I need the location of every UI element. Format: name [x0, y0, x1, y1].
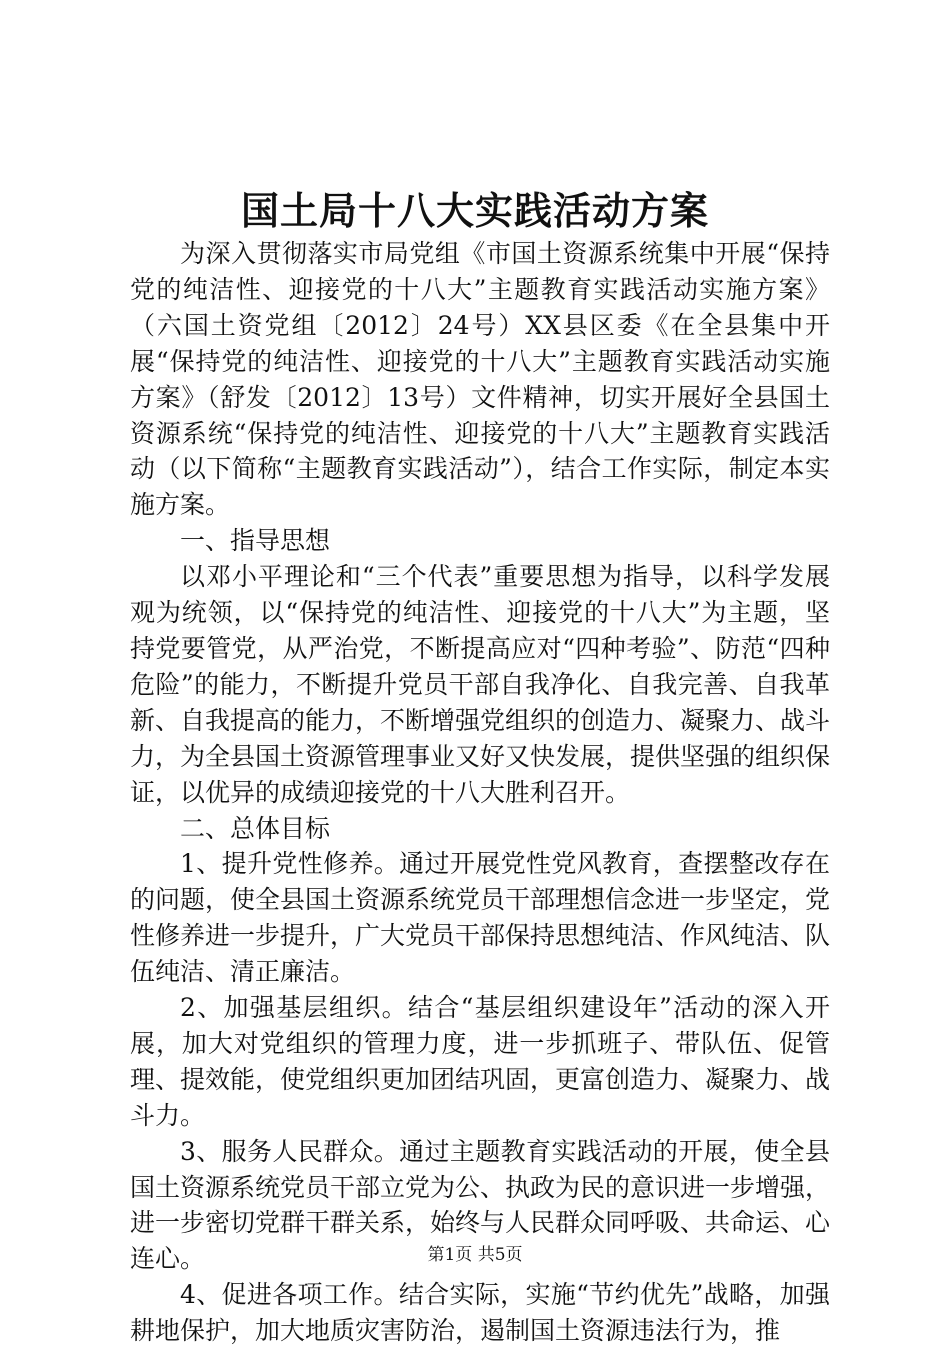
goal-2-paragraph: 2、加强基层组织。结合“基层组织建设年”活动的深入开展，加大对党组织的管理力度，进一步抓班子、带队伍、促管理、提效能，使党组织更加团结巩固，更富创造力、凝聚力、战斗力。: [130, 993, 831, 1130]
document-title: 国土局十八大实践活动方案: [240, 188, 709, 233]
page-number-footer: 第1页 共5页: [427, 1245, 523, 1265]
goal-1-paragraph: 1、提升党性修养。通过开展党性党风教育，查摆整改存在的问题，使全县国土资源系统党员干部理想信念进一步坚定，党性修养进一步提升，广大党员干部保持思想纯洁、作风纯洁、队伍纯洁、清正廉洁。: [130, 849, 831, 987]
intro-paragraph: 为深入贯彻落实市局党组《市国土资源系统集中开展“保持党的纯洁性、迎接党的十八大”主题教育实践活动实施方案》（六国土资党组〔2012〕24号）XX县区委《在全县集中开展“保持党的纯洁性、迎接党的十八大”主题教育实践活动实施方案》（舒发〔2012〕13号）文件精神，切实开展好全县国土资源系统“保持党的纯洁性、迎接党的十八大”主题教育实践活动（以下简称“主题教育实践活动”），结合工作实际，制定本实施方案。: [130, 239, 830, 520]
goal-4-paragraph: 4、促进各项工作。结合实际，实施“节约优先”战略，加强耕地保护，加大地质灾害防治，遏制国土资源违法行为，推: [130, 1280, 830, 1346]
document-body: [130, 236, 830, 1349]
goal-3-paragraph: 3、服务人民群众。通过主题教育实践活动的开展，使全县国土资源系统党员干部立党为公、执政为民的意识进一步增强，进一步密切党群干群关系，始终与人民群众同呼吸、共命运、心连心。: [130, 1136, 831, 1274]
guiding-ideology-paragraph: 以邓小平理论和“三个代表”重要思想为指导，以科学发展观为统领，以“保持党的纯洁性、迎接党的十八大”为主题，坚持党要管党，从严治党，不断提高应对“四种考验”、防范“四种危险”的能力，不断提升党员干部自我净化、自我完善、自我革新、自我提高的能力，不断增强党组织的创造力、凝聚力、战斗力，为全县国土资源管理事业又好又快发展，提供坚强的组织保证，以优异的成绩迎接党的十八大胜利召开。: [130, 562, 831, 807]
section-heading-guiding-ideology: 一、指导思想: [180, 526, 331, 556]
section-heading-overall-goals: 二、总体目标: [180, 813, 331, 843]
